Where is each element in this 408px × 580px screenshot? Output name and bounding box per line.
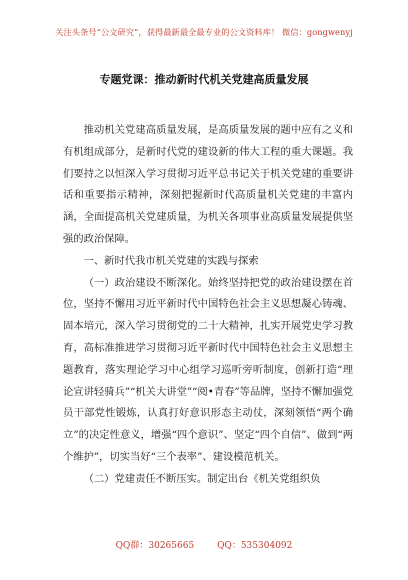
footer-contact — [0, 538, 408, 551]
body-paragraph: （一）政治建设不断深化。始终坚持把党的政治建设摆在首位，坚持不懈用习近平新时代中国特色社会主义思想凝心铸魂、固本培元，深入学习贯彻党的二十大精神，扎实开展党史学习教育，高标准推进学习贯彻习近平新时代中国特色社会主义思想主题教育，落实理论学习中心组学习巡听旁听制度，创新打造“理论宣讲轻骑兵”“机关大讲堂”“阅•青春”等品牌，坚持不懈加强党员干部党性锻炼，认真打好意识形态主动仗，深刻领悟“两个确立”的决定性意义，增强“四个意识”、坚定“四个自信”、做到“两个维护”，切实当好“三个表率”、建设模范机关。 — [63, 276, 353, 463]
qq-number: QQ：535304092 — [217, 541, 293, 551]
qq-group: QQ群：30265665 — [115, 541, 195, 551]
document-body — [63, 120, 353, 491]
intro-paragraph: 推动机关党建高质量发展，是高质量发展的题中应有之义和有机组成部分，是新时代党的建设新的伟大工程的重大课题。我们要持之以恒深入学习贯彻习近平总书记关于机关党建的重要讲话和重要指示精神，深刻把握新时代高质量机关党建的丰富内涵，全面提高机关党建质量，为机关各项事业高质量发展提供坚强的政治保障。 — [63, 124, 353, 245]
document-title: 专题党课：推动新时代机关党建高质量发展 — [99, 73, 309, 86]
header-banner: 关注头条号“公文研究”，获得最新最全最专业的公文资料库！ 微信：gongwenyj — [55, 27, 353, 37]
section-heading: 一、新时代我市机关党建的实践与探索 — [83, 254, 259, 267]
body-paragraph: （二）党建责任不断压实。制定出台《机关党组织负 — [83, 472, 321, 485]
